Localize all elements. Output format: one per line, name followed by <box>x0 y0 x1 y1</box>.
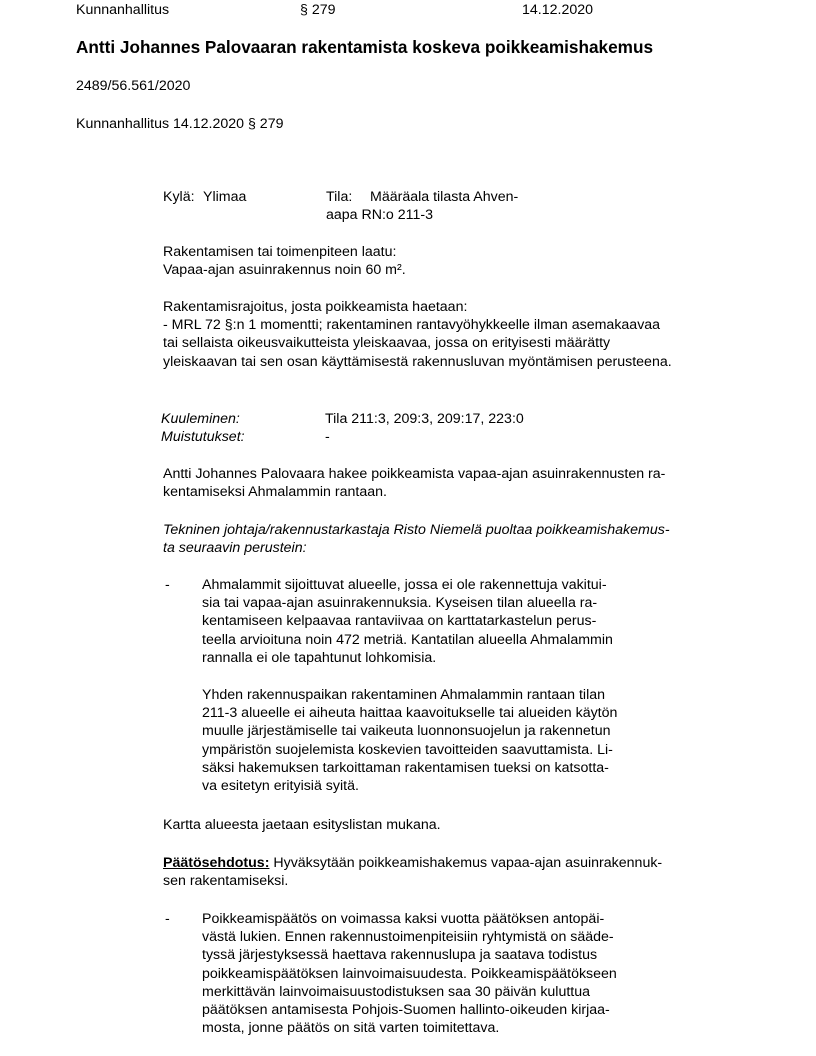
restriction-line: yleiskaavan tai sen osan käyttämisestä rakennusluvan myöntämisen perusteena. <box>163 353 672 370</box>
paragraph-line: poikkeamispäätöksen lainvoimaisuudesta. Poikkeamispäätökseen <box>202 965 617 982</box>
paragraph-line: muulle järjestämiselle tai vaikeuta luonnonsuojelun ja rakennetun <box>202 723 611 740</box>
paragraph-line: Yhden rakennuspaikan rakentaminen Ahmalammin rantaan tilan <box>202 687 606 703</box>
restriction-line: - MRL 72 §:n 1 momentti; rakentaminen rantavyöhykkeelle ilman asemakaavaa <box>163 317 661 334</box>
restriction-label: Rakentamisrajoitus, josta poikkeamista haetaan: <box>163 299 468 315</box>
hearing-value: Tila 211:3, 209:3, 209:17, 223:0 <box>325 411 524 427</box>
validity-paragraph <box>202 910 617 1037</box>
proposal-line-2: sen rakentamiseksi. <box>163 873 289 890</box>
list-dash: - <box>165 577 170 593</box>
paragraph-line: Poikkeamispäätös on voimassa kaksi vuotta päätöksen antopäi- <box>202 911 605 927</box>
paragraph-line: teella arvioituna noin 472 metriä. Kantatilan alueella Ahmalammin <box>202 631 613 648</box>
remarks-label: Muistutukset: <box>161 429 245 445</box>
restriction-line: tai sellaista oikeusvaikutteista yleiskaavaa, jossa on erityisesti määrätty <box>163 335 611 352</box>
construction-block <box>163 243 406 279</box>
restriction-block <box>163 298 672 371</box>
reason-paragraph-2 <box>202 686 617 795</box>
paragraph-line: Ahmalammit sijoittuvat alueelle, jossa ei ole rakennettuja vakitui- <box>202 577 607 593</box>
paragraph-line: ympäristön suojelemista koskevien tavoitteiden saavuttamista. Li- <box>202 741 613 758</box>
paragraph-line: merkittävän lainvoimaisuustodistuksen saa 30 päivän kuluttua <box>202 983 591 1000</box>
paragraph-line: västä lukien. Ennen rakennustoimenpiteisiin ryhtymistä on sääde- <box>202 929 614 946</box>
header-date: 14.12.2020 <box>522 2 594 18</box>
reason-paragraph-1 <box>202 576 613 667</box>
decision-proposal <box>163 854 662 890</box>
paragraph-line: Tekninen johtaja/rakennustarkastaja Risto Niemelä puoltaa poikkeamishakemus- <box>163 522 670 538</box>
paragraph-line: mosta, jonne päätös on sitä varten toimitettava. <box>202 1020 500 1037</box>
proposal-line-1 <box>163 854 662 872</box>
estate-value-line1: Määräala tilasta Ahven- <box>370 189 519 205</box>
paragraph-line: säksi hakemuksen tarkoittaman rakentamisen tueksi on katsotta- <box>202 759 609 776</box>
estate-value-line2: aapa RN:o 211-3 <box>326 207 434 223</box>
construction-label: Rakentamisen tai toimenpiteen laatu: <box>163 244 397 260</box>
construction-value: Vapaa-ajan asuinrakennus noin 60 m². <box>163 262 406 279</box>
recommendation-paragraph <box>163 521 670 557</box>
paragraph-line: kentamiseksi Ahmalammin rantaan. <box>163 484 387 501</box>
applicant-paragraph <box>163 465 665 501</box>
header-section: § 279 <box>300 2 336 18</box>
map-note: Kartta alueesta jaetaan esityslistan mukana. <box>163 817 441 833</box>
proposal-label: Päätösehdotus: <box>163 855 270 871</box>
paragraph-line: päätöksen antamisesta Pohjois-Suomen hallinto-oikeuden kirjaa- <box>202 1002 610 1019</box>
proposal-text: Hyväksytään poikkeamishakemus vapaa-ajan asuinrakennuk- <box>269 855 663 871</box>
paragraph-line: Antti Johannes Palovaara hakee poikkeamista vapaa-ajan asuinrakennusten ra- <box>163 466 666 482</box>
paragraph-line: 211-3 alueelle ei aiheuta haittaa kaavoitukselle tai alueiden käytön <box>202 705 618 722</box>
record-number: 2489/56.561/2020 <box>76 78 191 94</box>
remarks-value: - <box>325 429 330 445</box>
hearing-label: Kuuleminen: <box>161 411 240 427</box>
header-body: Kunnanhallitus <box>76 2 170 18</box>
paragraph-line: tyssä järjestyksessä haettava rakennuslupa ja saatava todistus <box>202 947 598 964</box>
village-label: Kylä: <box>163 189 195 205</box>
paragraph-line: sia tai vapaa-ajan asuinrakennuksia. Kyseisen tilan alueella ra- <box>202 595 598 612</box>
list-dash: - <box>165 911 170 927</box>
meeting-reference: Kunnanhallitus 14.12.2020 § 279 <box>76 116 284 132</box>
paragraph-line: kentamiseen kelpaavaa rantaviivaa on karttatarkastelun perus- <box>202 613 597 630</box>
paragraph-line: ta seuraavin perustein: <box>163 540 307 557</box>
estate-label: Tila: <box>326 189 353 205</box>
paragraph-line: rannalla ei ole tapahtunut lohkomisia. <box>202 649 437 666</box>
document-title: Antti Johannes Palovaaran rakentamista koskeva poikkeamishakemus <box>76 37 653 57</box>
paragraph-line: va esitetyn erityisiä syitä. <box>202 778 359 795</box>
village-value: Ylimaa <box>203 189 247 205</box>
